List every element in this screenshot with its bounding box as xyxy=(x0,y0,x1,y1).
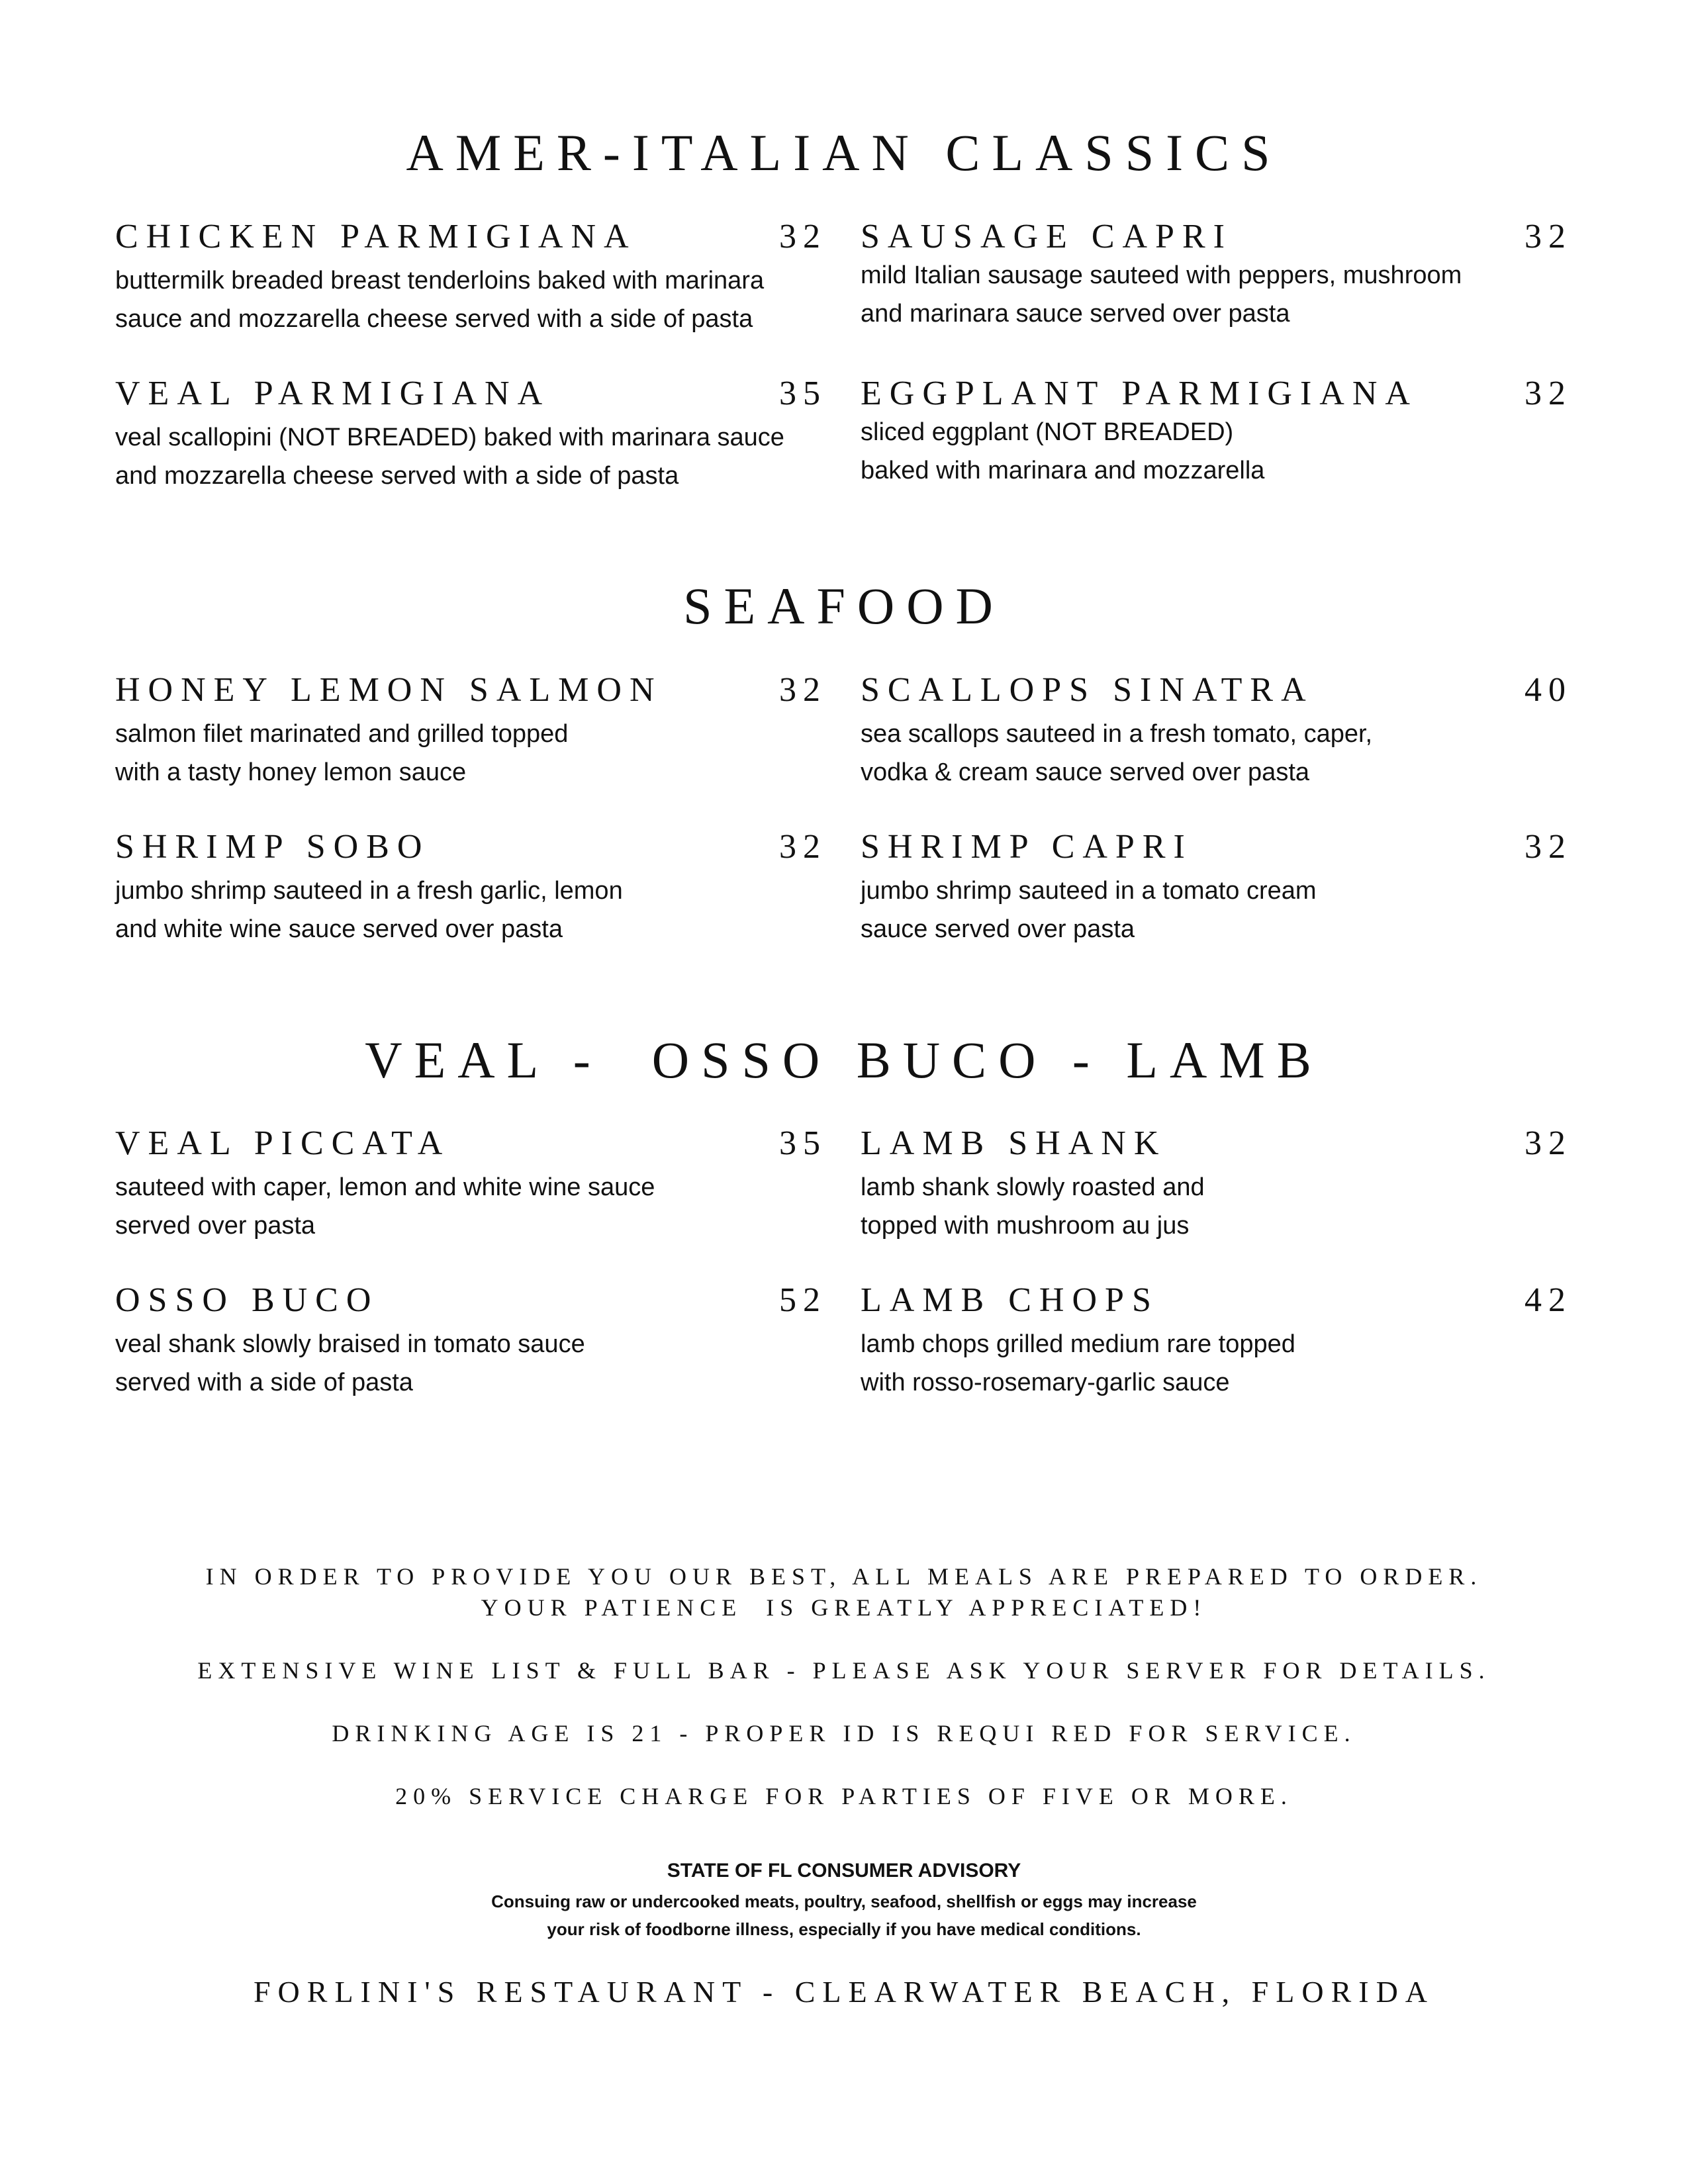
item-description: mild Italian sausage sauteed with peppers, mushroom and marinara sauce served over pasta xyxy=(861,261,1462,328)
item-name: HONEY LEMON SALMON xyxy=(115,671,663,709)
item-price: 35 xyxy=(779,1124,827,1162)
item-name: SAUSAGE CAPRI xyxy=(861,218,1233,255)
consumer-advisory-title: STATE OF FL CONSUMER ADVISORY xyxy=(667,1860,1021,1882)
menu-item-veal-parmigiana xyxy=(115,371,827,495)
item-price: 42 xyxy=(1524,1281,1572,1319)
menu-item-sausage-capri xyxy=(861,214,1572,333)
item-name: SHRIMP CAPRI xyxy=(861,828,1193,866)
menu-item-osso-buco xyxy=(115,1277,827,1402)
item-name: SCALLOPS SINATRA xyxy=(861,671,1314,709)
section-title-seafood: SEAFOOD xyxy=(683,577,1005,635)
restaurant-name-location: FORLINI'S RESTAURANT - CLEARWATER BEACH, FLORIDA xyxy=(253,1975,1435,2009)
menu-item-lamb-chops xyxy=(861,1277,1572,1402)
item-description: jumbo shrimp sauteed in a fresh garlic, lemon and white wine sauce served over pasta xyxy=(115,877,623,943)
menu-item-scallops-sinatra xyxy=(861,667,1572,792)
item-price: 32 xyxy=(1524,375,1572,412)
item-name: VEAL PARMIGIANA xyxy=(115,375,551,412)
section-title-amer-italian: AMER-ITALIAN CLASSICS xyxy=(406,124,1282,181)
item-description: lamb shank slowly roasted and topped with mushroom au jus xyxy=(861,1173,1205,1240)
item-description: jumbo shrimp sauteed in a tomato cream sauce served over pasta xyxy=(861,877,1317,943)
notice-service-charge: 20% SERVICE CHARGE FOR PARTIES OF FIVE OR MORE. xyxy=(395,1783,1293,1809)
item-description: veal scallopini (NOT BREADED) baked with marinara sauce and mozzarella cheese served with a side of pasta xyxy=(115,424,784,490)
item-name: LAMB CHOPS xyxy=(861,1281,1159,1319)
menu-item-lamb-shank xyxy=(861,1120,1572,1245)
item-description: sea scallops sauteed in a fresh tomato, caper, vodka & cream sauce served over pasta xyxy=(861,720,1373,786)
item-price: 35 xyxy=(779,375,827,412)
item-name: SHRIMP SOBO xyxy=(115,828,430,866)
item-price: 32 xyxy=(779,218,827,255)
menu-item-veal-piccata xyxy=(115,1120,827,1245)
consumer-advisory-text: Consuing raw or undercooked meats, poultry, seafood, shellfish or eggs may increase your risk of foodborne illness, especially if you have medical conditions. xyxy=(491,1891,1197,1939)
notice-wine-list: EXTENSIVE WINE LIST & FULL BAR - PLEASE ASK YOUR SERVER FOR DETAILS. xyxy=(197,1657,1491,1684)
item-price: 32 xyxy=(1524,828,1572,866)
item-description: lamb chops grilled medium rare topped with rosso-rosemary-garlic sauce xyxy=(861,1330,1295,1396)
item-description: sliced eggplant (NOT BREADED) baked with marinara and mozzarella xyxy=(861,418,1265,484)
item-price: 40 xyxy=(1524,671,1572,709)
notice-drinking-age: DRINKING AGE IS 21 - PROPER ID IS REQUI RED FOR SERVICE. xyxy=(332,1720,1356,1747)
item-price: 32 xyxy=(1524,218,1572,255)
item-description: veal shank slowly braised in tomato sauce served with a side of pasta xyxy=(115,1330,585,1396)
item-price: 32 xyxy=(1524,1124,1572,1162)
section-title-veal-osso-buco-lamb: VEAL - OSSO BUCO - LAMB xyxy=(365,1031,1323,1089)
item-name: OSSO BUCO xyxy=(115,1281,379,1319)
item-name: CHICKEN PARMIGIANA xyxy=(115,218,637,255)
item-price: 52 xyxy=(779,1281,827,1319)
item-description: sauteed with caper, lemon and white wine sauce served over pasta xyxy=(115,1173,655,1240)
menu-item-chicken-parmigiana xyxy=(115,214,827,338)
item-price: 32 xyxy=(779,828,827,866)
menu-item-eggplant-parmigiana xyxy=(861,371,1572,490)
notice-patience: YOUR PATIENCE IS GREATLY APPRECIATED! xyxy=(481,1594,1207,1621)
item-name: LAMB SHANK xyxy=(861,1124,1167,1162)
item-name: EGGPLANT PARMIGIANA xyxy=(861,375,1418,412)
item-description: salmon filet marinated and grilled topped with a tasty honey lemon sauce xyxy=(115,720,569,786)
menu-item-honey-lemon-salmon xyxy=(115,667,827,792)
item-description: buttermilk breaded breast tenderloins baked with marinara sauce and mozzarella cheese served with a side of pasta xyxy=(115,267,765,333)
menu-item-shrimp-sobo xyxy=(115,824,827,948)
menu-item-shrimp-capri xyxy=(861,824,1572,948)
notice-prepared-to-order: IN ORDER TO PROVIDE YOU OUR BEST, ALL MEALS ARE PREPARED TO ORDER. xyxy=(205,1563,1483,1590)
item-name: VEAL PICCATA xyxy=(115,1124,451,1162)
item-price: 32 xyxy=(779,671,827,709)
